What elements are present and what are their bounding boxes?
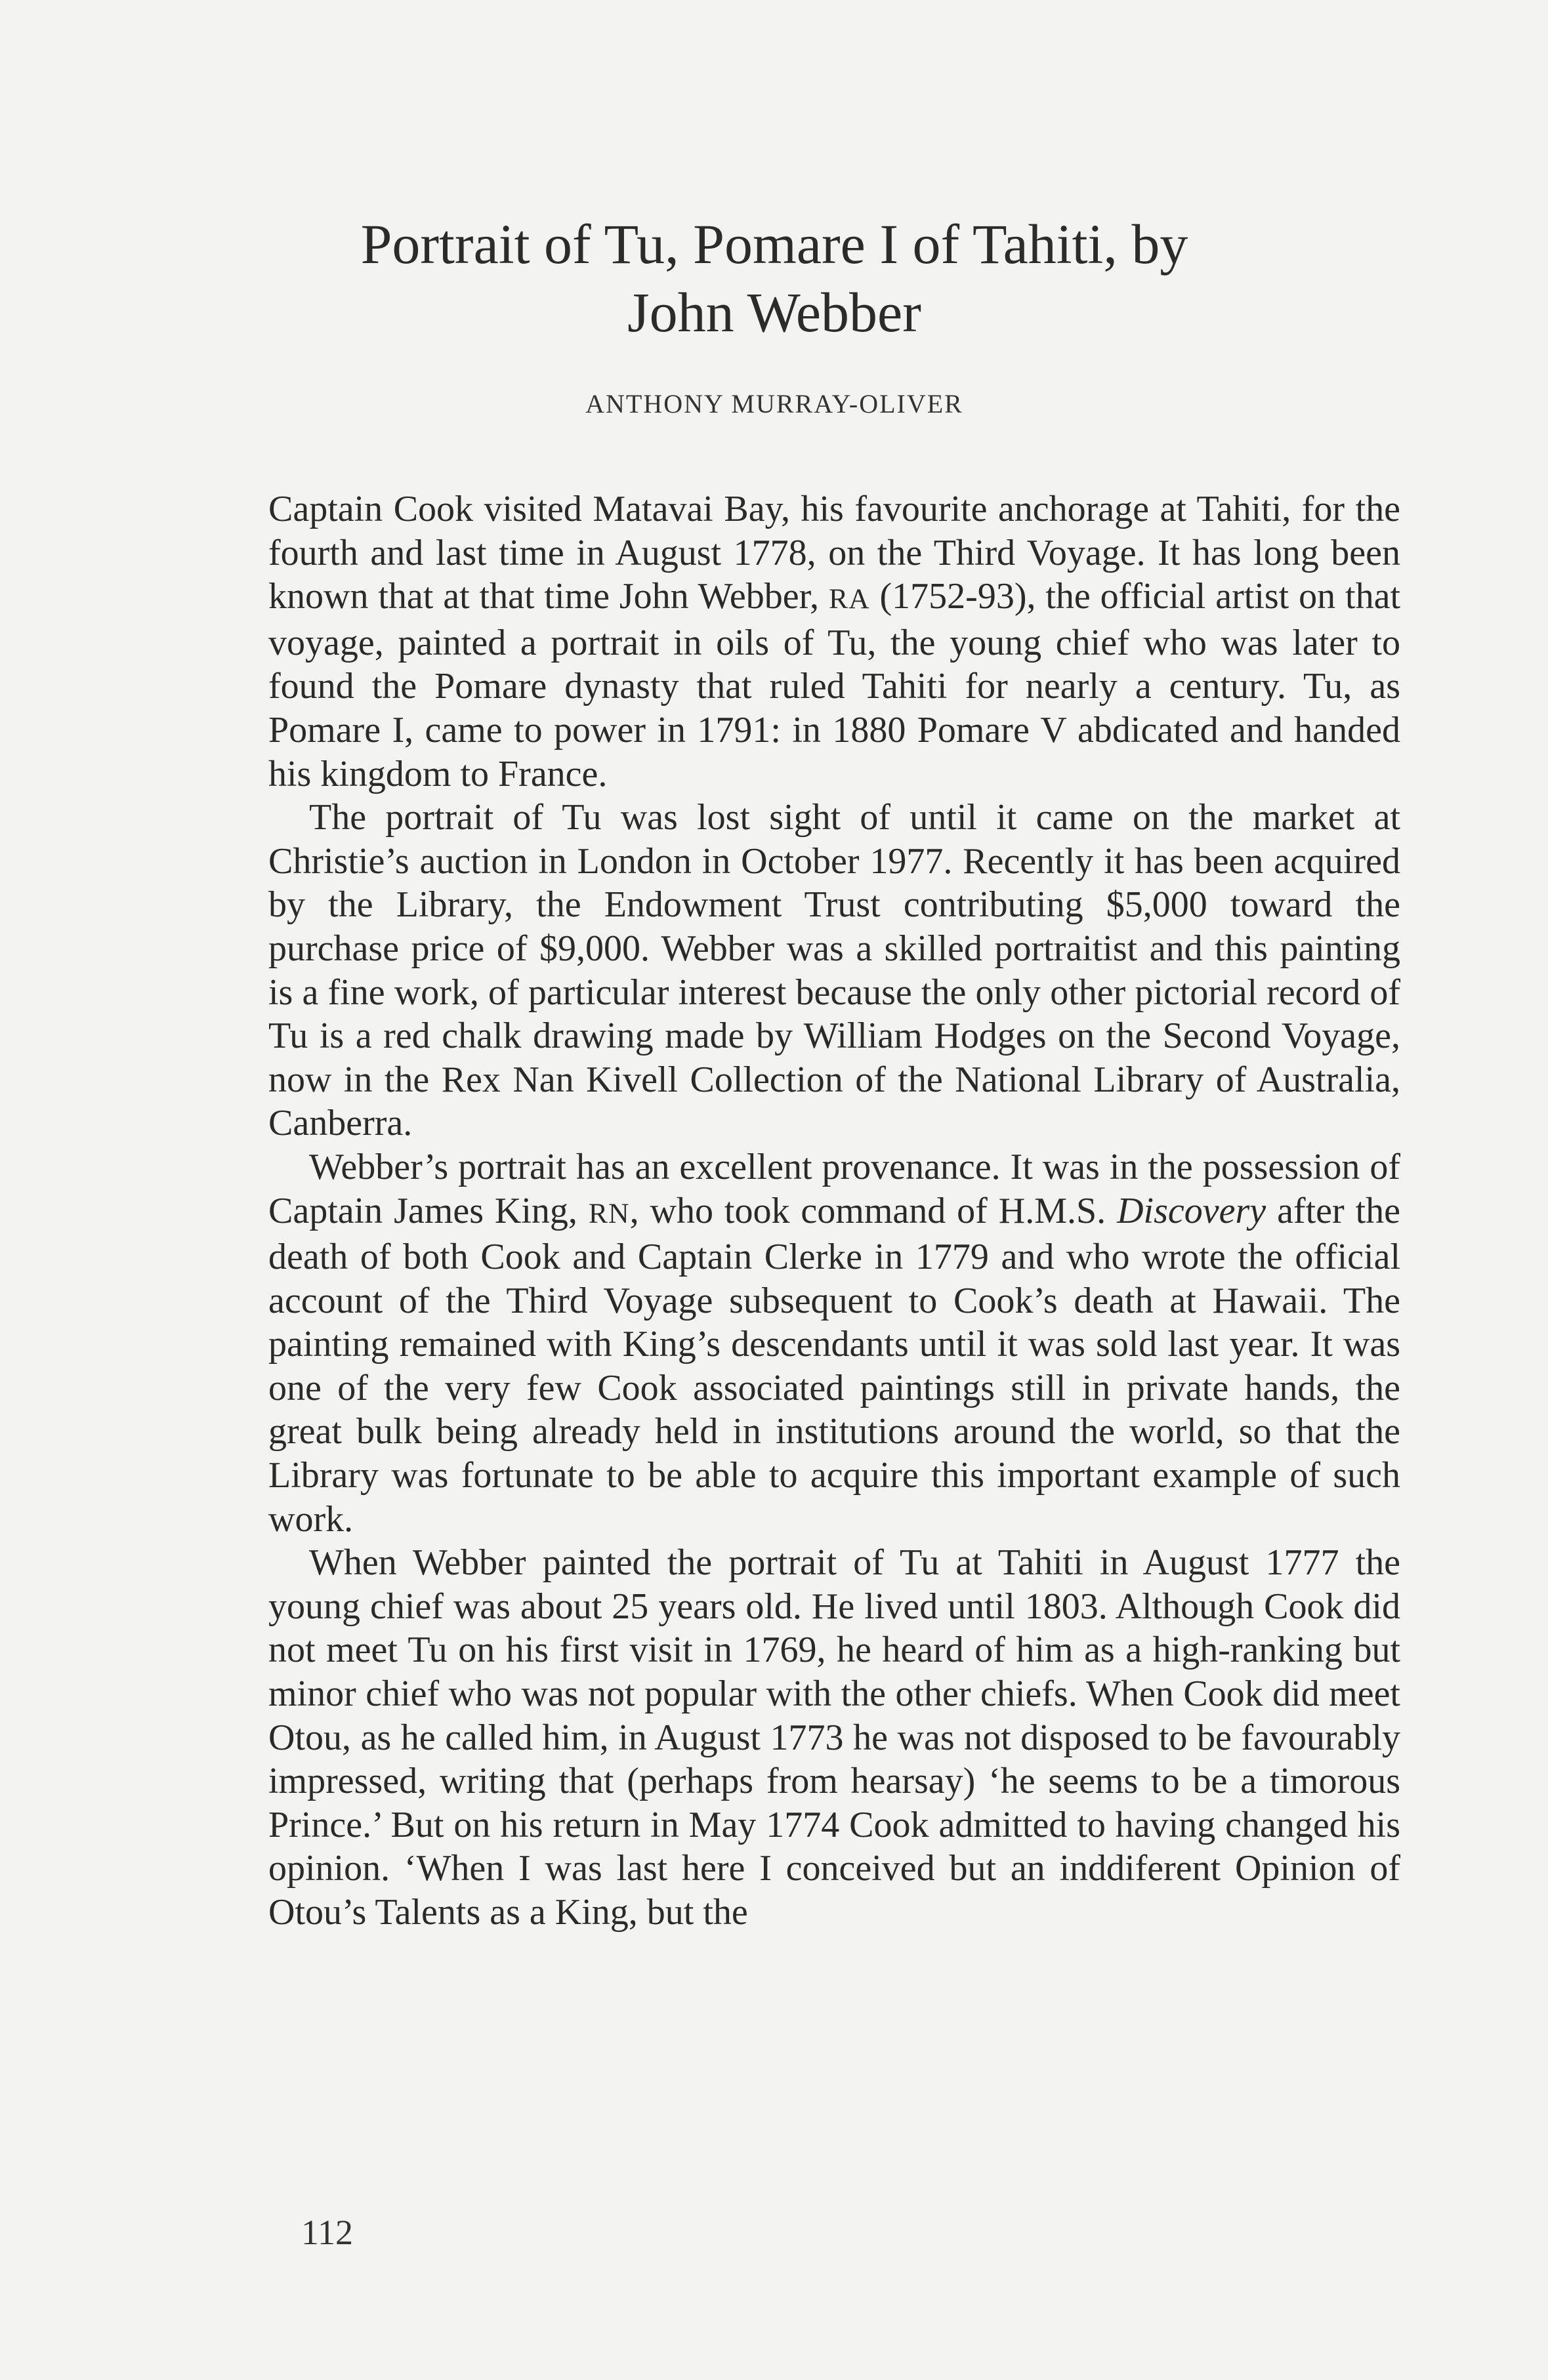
author-byline: ANTHONY MURRAY-OLIVER bbox=[585, 389, 963, 419]
paragraph-3: Webber’s portrait has an excellent provenance. It was in the possession of Captain James King, RN, who took command of H.M.S. Discovery after the death of both Cook and Captain Clerke in 1779 and who wrote the official account of the Third Voyage subsequent to Cook’s death at Hawaii. The painting remained with King’s descendants until it was sold last year. It was one of the very few Cook associated paintings still in private hands, the great bulk being already held in institutions around the world, so that the Library was fortunate to be able to acquire this important example of such work. bbox=[268, 1146, 1401, 1540]
ship-name: Discovery bbox=[1117, 1190, 1266, 1231]
royal-academy-abbrev: RA bbox=[828, 583, 870, 615]
article-body bbox=[268, 487, 1400, 1935]
page-number: 112 bbox=[301, 2213, 353, 2252]
title-line-2: John Webber bbox=[627, 281, 921, 344]
royal-navy-abbrev: RN bbox=[588, 1197, 630, 1229]
paragraph-1: Captain Cook visited Matavai Bay, his favourite anchorage at Tahiti, for the fourth and last time in August 1778, on the Third Voyage. It has long been known that at that time John Webber, RA (1752-93), the official artist on that voyage, painted a portrait in oils of Tu, the young chief who was later to found the Pomare dynasty that ruled Tahiti for nearly a century. Tu, as Pomare I, came to power in 1791: in 1880 Pomare V abdicated and handed his kingdom to France. bbox=[268, 489, 1401, 794]
paragraph-4: When Webber painted the portrait of Tu at Tahiti in August 1777 the young chief was about 25 years old. He lived until 1803. Although Cook did not meet Tu on his first visit in 1769, he heard of him as a high-ranking but minor chief who was not popular with the other chiefs. When Cook did meet Otou, as he called him, in August 1773 he was not disposed to be favourably impressed, writing that (perhaps from hearsay) ‘he seems to be a timorous Prince.’ But on his return in May 1774 Cook admitted to having changed his opinion. ‘When I was last here I conceived but an inddiferent Opinion of Otou’s Talents as a King, but the bbox=[268, 1542, 1400, 1933]
paragraph-2: The portrait of Tu was lost sight of until it came on the market at Christie’s auction in London in October 1977. Recently it has been acquired by the Library, the Endowment Trust contributing $5,000 toward the purchase price of $9,000. Webber was a skilled portraitist and this painting is a fine work, of particular interest because the only other pictorial record of Tu is a red chalk drawing made by William Hodges on the Second Voyage, now in the Rex Nan Kivell Collection of the National Library of Australia, Canberra. bbox=[268, 797, 1400, 1144]
article-title bbox=[197, 210, 1352, 346]
title-line-1: Portrait of Tu, Pomare I of Tahiti, by bbox=[360, 213, 1188, 276]
